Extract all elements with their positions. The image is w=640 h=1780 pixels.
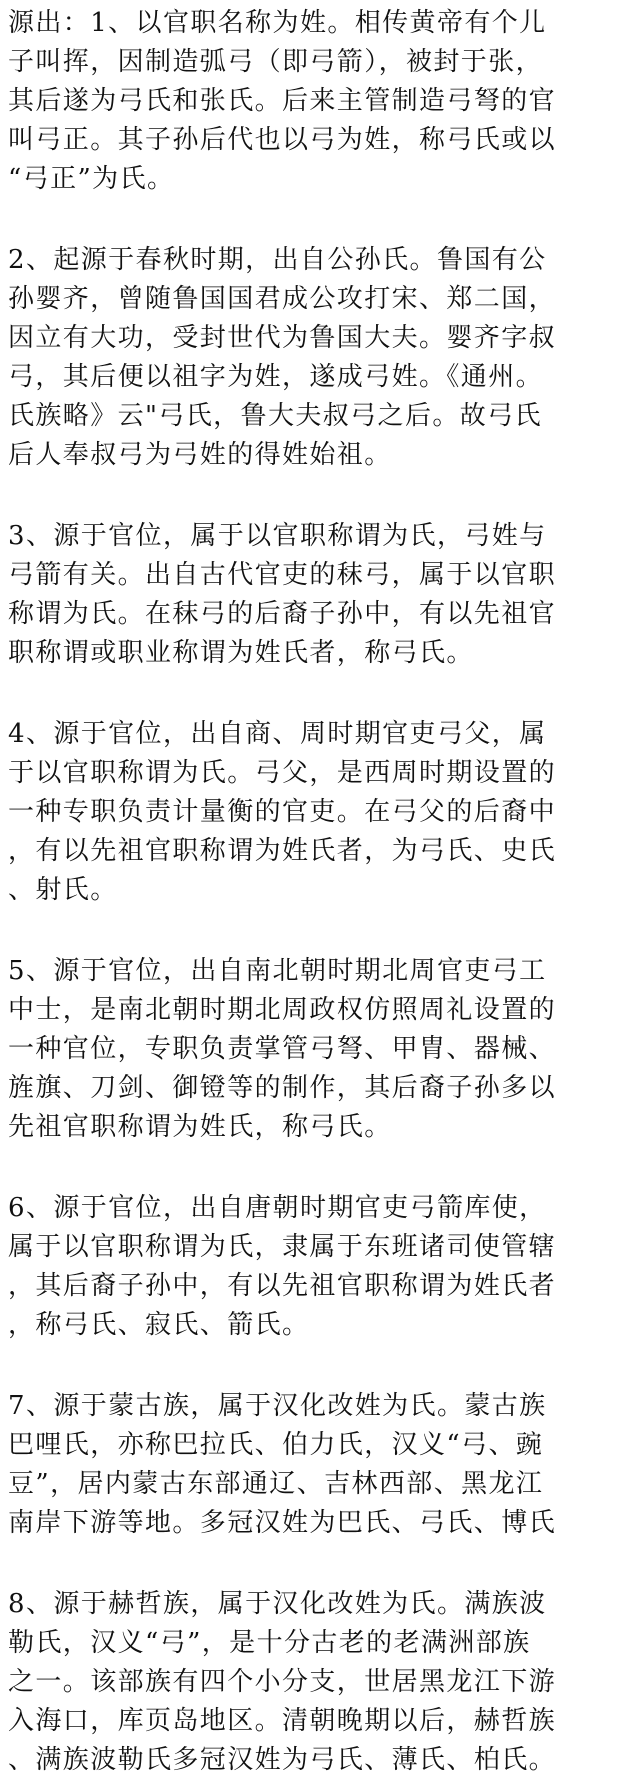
text-line: 旌旗、刀剑、御镫等的制作，其后裔子孙多以 (8, 1073, 557, 1103)
paragraph-5 (8, 952, 632, 1147)
text-line: 职称谓或职业称谓为姓氏者，称弓氏。 (8, 638, 474, 668)
paragraph-2 (8, 241, 632, 475)
text-line: ，其后裔子孙中，有以先祖官职称谓为姓氏者 (8, 1271, 557, 1301)
text-line: 子叫挥，因制造弧弓（即弓箭），被封于张， (8, 47, 544, 77)
text-line: 一种专职负责计量衡的官吏。在弓父的后裔中 (8, 797, 557, 827)
text-line: 属于以官职称谓为氏，隶属于东班诸司使管辖 (8, 1232, 557, 1262)
text-line: 4、源于官位，出自商、周时期官吏弓父，属 (8, 719, 547, 749)
text-line: 南岸下游等地。多冠汉姓为巴氏、弓氏、博氏 (8, 1508, 557, 1538)
text-line: 中士，是南北朝时期北周政权仿照周礼设置的 (8, 995, 557, 1025)
text-line: 、满族波勒氏多冠汉姓为弓氏、薄氏、柏氏。 (8, 1745, 557, 1775)
text-line: 叫弓正。其子孙后代也以弓为姓，称弓氏或以 (8, 125, 557, 155)
text-line: 6、源于官位，出自唐朝时期官吏弓箭库使， (8, 1193, 547, 1223)
text-line: 巴哩氏，亦称巴拉氏、伯力氏，汉义“弓、豌 (8, 1430, 544, 1460)
paragraph-7 (8, 1387, 632, 1543)
paragraph-4 (8, 715, 632, 910)
text-line: 源出：1、以官职名称为姓。相传黄帝有个儿 (8, 8, 547, 38)
text-line: “弓正”为氏。 (8, 164, 175, 194)
text-line: 氏族略》云"弓氏，鲁大夫叔弓之后。故弓氏 (8, 401, 542, 431)
text-line: 称谓为氏。在秣弓的后裔子孙中，有以先祖官 (8, 599, 557, 629)
text-line: 7、源于蒙古族，属于汉化改姓为氏。蒙古族 (8, 1391, 547, 1421)
paragraph-8 (8, 1585, 632, 1780)
paragraph-6 (8, 1189, 632, 1345)
text-line: 入海口，库页岛地区。清朝晚期以后，赫哲族 (8, 1706, 557, 1736)
text-line: 勒氏，汉义“弓”，是十分古老的老满洲部族 (8, 1628, 531, 1658)
text-line: 之一。该部族有四个小分支，世居黑龙江下游 (8, 1667, 557, 1697)
text-line: 因立有大功，受封世代为鲁国大夫。婴齐字叔 (8, 323, 557, 353)
text-line: ，有以先祖官职称谓为姓氏者，为弓氏、史氏 (8, 836, 557, 866)
text-line: 2、起源于春秋时期，出自公孙氏。鲁国有公 (8, 245, 547, 275)
text-line: 其后遂为弓氏和张氏。后来主管制造弓弩的官 (8, 86, 557, 116)
text-line: 孙婴齐，曾随鲁国国君成公攻打宋、郑二国， (8, 284, 557, 314)
text-line: 于以官职称谓为氏。弓父，是西周时期设置的 (8, 758, 557, 788)
text-line: 弓箭有关。出自古代官吏的秣弓，属于以官职 (8, 560, 557, 590)
paragraph-1 (8, 4, 632, 199)
text-line: 豆”，居内蒙古东部通辽、吉林西部、黑龙江 (8, 1469, 544, 1499)
text-line: 8、源于赫哲族，属于汉化改姓为氏。满族波 (8, 1589, 547, 1619)
text-line: 一种官位，专职负责掌管弓弩、甲胄、器械、 (8, 1034, 557, 1064)
paragraph-3 (8, 517, 632, 673)
text-line: ，称弓氏、寂氏、箭氏。 (8, 1310, 310, 1340)
text-line: 、射氏。 (8, 875, 118, 905)
text-line: 3、源于官位，属于以官职称谓为氏，弓姓与 (8, 521, 547, 551)
text-line: 5、源于官位，出自南北朝时期北周官吏弓工 (8, 956, 547, 986)
text-line: 弓，其后便以祖字为姓，遂成弓姓。《通州。 (8, 362, 544, 392)
text-line: 后人奉叔弓为弓姓的得姓始祖。 (8, 440, 392, 470)
text-line: 先祖官职称谓为姓氏，称弓氏。 (8, 1112, 392, 1142)
